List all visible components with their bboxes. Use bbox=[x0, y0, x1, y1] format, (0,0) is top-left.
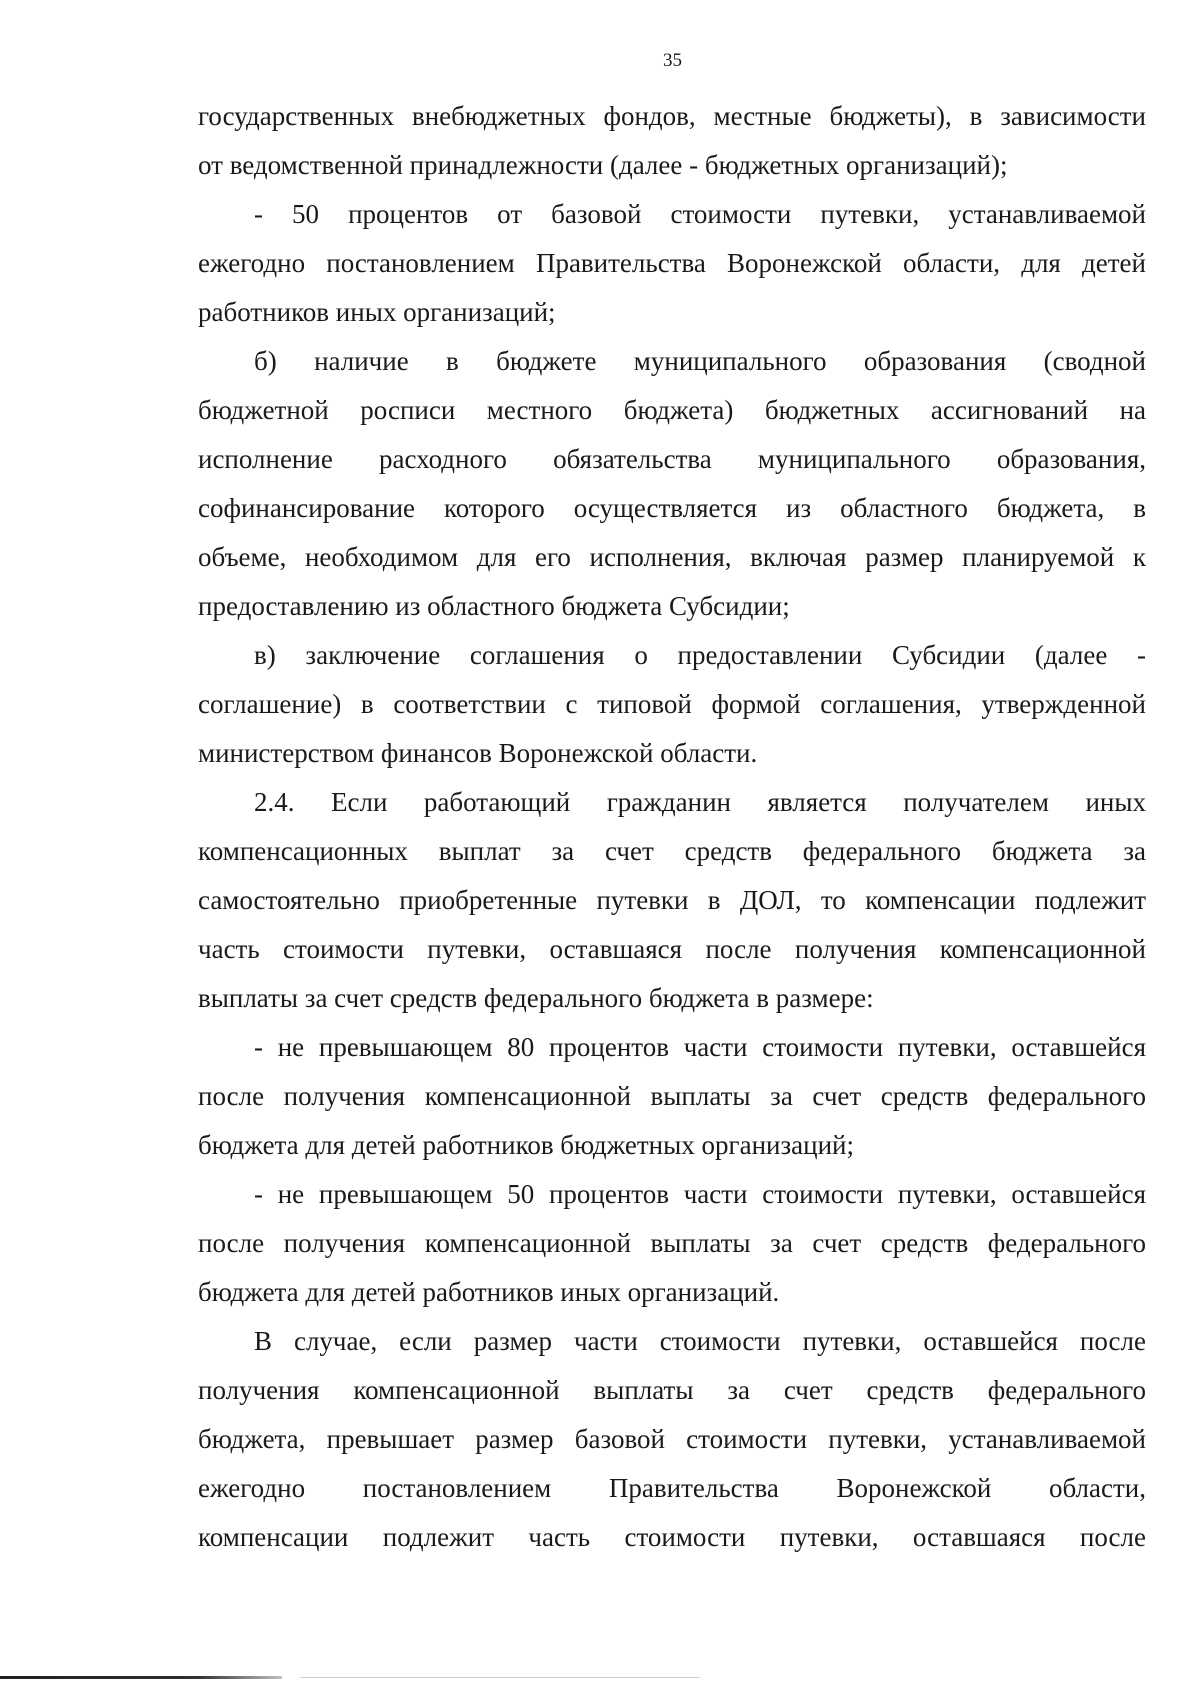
text-line: бюджета, превышает размер базовой стоимости путевки, устанавливаемой bbox=[198, 1424, 1146, 1454]
text-line: после получения компенсационной выплаты за счет средств федерального bbox=[198, 1228, 1146, 1258]
page-number: 35 bbox=[663, 50, 682, 71]
scan-edge-line-faint bbox=[300, 1677, 700, 1678]
paragraph bbox=[198, 1170, 1146, 1317]
text-line: 2.4. Если работающий гражданин является получателем иных bbox=[254, 787, 1146, 817]
document-body bbox=[198, 92, 1146, 1562]
text-line: бюджета для детей работников бюджетных организаций; bbox=[198, 1130, 854, 1160]
text-line: самостоятельно приобретенные путевки в ДОЛ, то компенсации подлежит bbox=[198, 885, 1146, 915]
text-line: часть стоимости путевки, оставшаяся после получения компенсационной bbox=[198, 934, 1146, 964]
paragraph bbox=[198, 1023, 1146, 1170]
text-line: после получения компенсационной выплаты за счет средств федерального bbox=[198, 1081, 1146, 1111]
text-line: компенсационных выплат за счет средств федерального бюджета за bbox=[198, 836, 1146, 866]
text-line: объеме, необходимом для его исполнения, включая размер планируемой к bbox=[198, 542, 1146, 572]
text-line: предоставлению из областного бюджета Субсидии; bbox=[198, 591, 790, 621]
text-line: софинансирование которого осуществляется из областного бюджета, в bbox=[198, 493, 1146, 523]
text-line: В случае, если размер части стоимости путевки, оставшейся после bbox=[254, 1326, 1146, 1356]
text-line: - не превышающем 80 процентов части стоимости путевки, оставшейся bbox=[254, 1032, 1146, 1062]
paragraph bbox=[198, 190, 1146, 337]
text-line: исполнение расходного обязательства муниципального образования, bbox=[198, 444, 1146, 474]
text-line: ежегодно постановлением Правительства Воронежской области, bbox=[198, 1473, 1146, 1503]
paragraph bbox=[198, 1317, 1146, 1562]
text-line: в) заключение соглашения о предоставлении Субсидии (далее - bbox=[254, 640, 1146, 670]
text-line: соглашение) в соответствии с типовой формой соглашения, утвержденной bbox=[198, 689, 1146, 719]
scan-edge-line bbox=[0, 1676, 282, 1679]
text-line: ежегодно постановлением Правительства Воронежской области, для детей bbox=[198, 248, 1146, 278]
text-line: компенсации подлежит часть стоимости путевки, оставшаяся после bbox=[198, 1522, 1146, 1552]
text-line: выплаты за счет средств федерального бюджета в размере: bbox=[198, 983, 874, 1013]
text-line: - 50 процентов от базовой стоимости путевки, устанавливаемой bbox=[254, 199, 1146, 229]
paragraph bbox=[198, 92, 1146, 190]
text-line: бюджета для детей работников иных организаций. bbox=[198, 1277, 780, 1307]
paragraph bbox=[198, 631, 1146, 778]
text-line: б) наличие в бюджете муниципального образования (сводной bbox=[254, 346, 1146, 376]
text-line: министерством финансов Воронежской области. bbox=[198, 738, 758, 768]
text-line: - не превышающем 50 процентов части стоимости путевки, оставшейся bbox=[254, 1179, 1146, 1209]
paragraph bbox=[198, 337, 1146, 631]
text-line: бюджетной росписи местного бюджета) бюджетных ассигнований на bbox=[198, 395, 1146, 425]
text-line: получения компенсационной выплаты за счет средств федерального bbox=[198, 1375, 1146, 1405]
text-line: государственных внебюджетных фондов, местные бюджеты), в зависимости bbox=[198, 101, 1146, 131]
text-line: от ведомственной принадлежности (далее - бюджетных организаций); bbox=[198, 150, 1008, 180]
paragraph bbox=[198, 778, 1146, 1023]
text-line: работников иных организаций; bbox=[198, 297, 556, 327]
